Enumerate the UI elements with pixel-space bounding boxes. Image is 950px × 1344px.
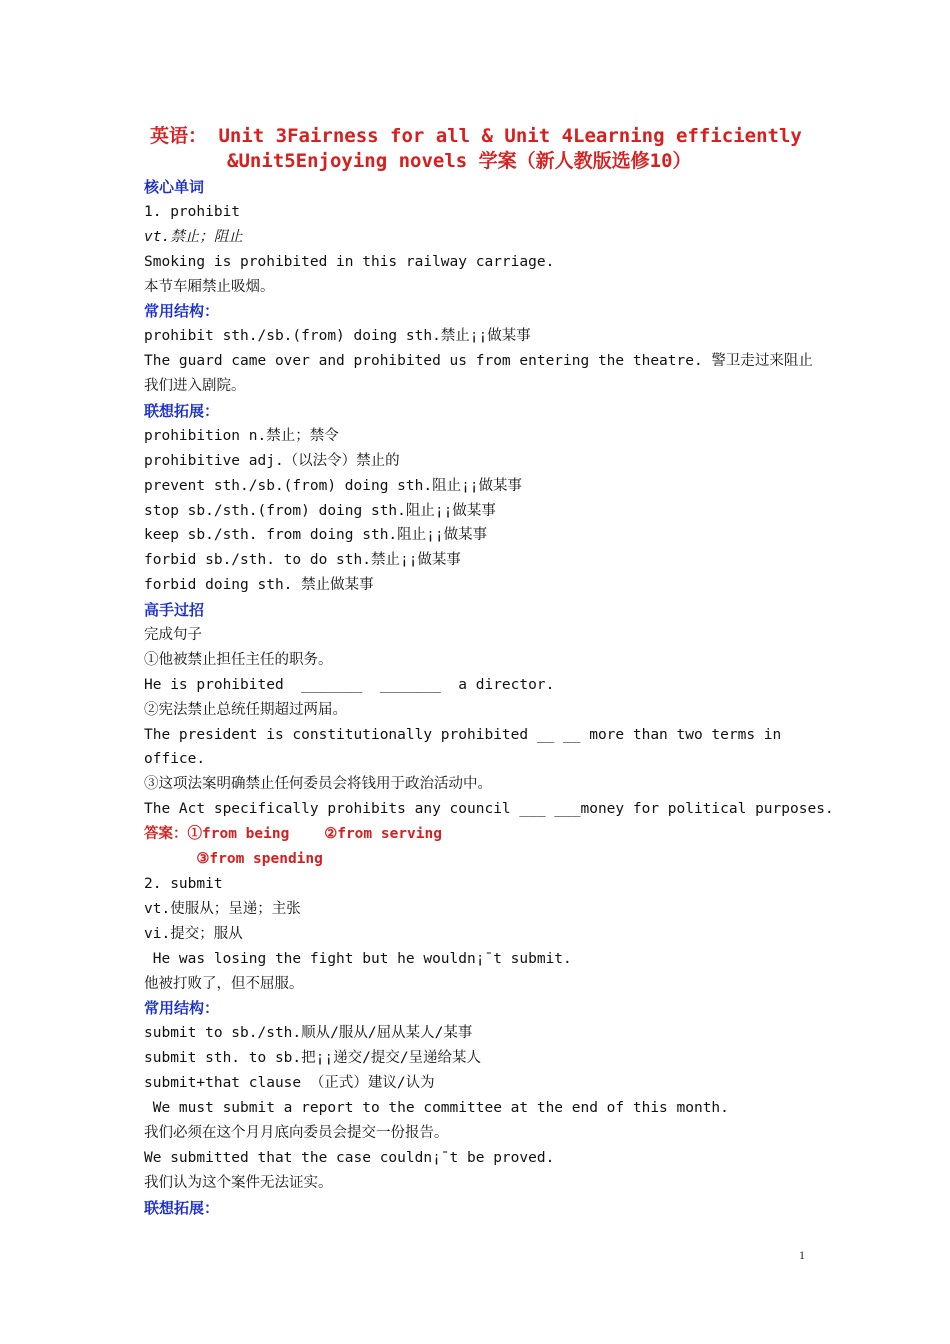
text-line: He is prohibited _______ _______ a director.	[144, 676, 555, 693]
page-title	[150, 124, 840, 174]
answer-line: ③from spending	[144, 851, 323, 868]
page-number: 1	[799, 1248, 805, 1262]
section-heading: 联想拓展：	[144, 1198, 220, 1217]
text-line: office.	[144, 751, 206, 768]
title-line-1: 英语： Unit 3Fairness for all & Unit 4Learning efficiently	[150, 125, 802, 147]
section-heading: 核心单词	[144, 178, 205, 196]
text-line: 2. submit	[144, 875, 223, 892]
section-heading: 联想拓展：	[144, 402, 220, 421]
text-line: forbid doing sth. 禁止做某事	[144, 577, 374, 594]
text-line: vi.提交；服从	[144, 925, 243, 942]
text-line: submit sth. to sb.把¡¡递交/提交/呈递给某人	[144, 1050, 482, 1067]
text-line: 我们认为这个案件无法证实。	[144, 1174, 333, 1191]
section-heading: 常用结构：	[144, 302, 220, 321]
text-line: keep sb./sth. from doing sth.阻止¡¡做某事	[144, 527, 488, 544]
section-heading: 高手过招	[144, 601, 205, 620]
answer-line: 答案：①from being ②from serving	[144, 826, 442, 843]
text-line: vt.使服从；呈递；主张	[144, 900, 301, 917]
text-line: The president is constitutionally prohibited __ __ more than two terms in	[144, 726, 782, 743]
text-line: The Act specifically prohibits any council ___ ___money for political purposes.	[144, 801, 834, 818]
text-line: prevent sth./sb.(from) doing sth.阻止¡¡做某事	[144, 477, 523, 494]
text-line: We must submit a report to the committee at the end of this month.	[144, 1099, 729, 1116]
text-line: forbid sb./sth. to do sth.禁止¡¡做某事	[144, 552, 461, 569]
text-line: ③这项法案明确禁止任何委员会将钱用于政治活动中。	[144, 776, 492, 793]
text-line: vt.禁止；阻止	[144, 228, 243, 245]
text-line: Smoking is prohibited in this railway carriage.	[144, 253, 555, 270]
text-line: 他被打败了，但不屈服。	[144, 975, 304, 992]
text-line: We submitted that the case couldn¡¯t be proved.	[144, 1149, 555, 1166]
text-line: submit+that clause （正式）建议/认为	[144, 1075, 435, 1092]
text-line: He was losing the fight but he wouldn¡¯t submit.	[144, 950, 572, 967]
text-line: prohibitive adj.（以法令）禁止的	[144, 452, 400, 469]
text-line: stop sb./sth.(from) doing sth.阻止¡¡做某事	[144, 502, 496, 519]
text-line: 完成句子	[144, 627, 202, 644]
text-line: submit to sb./sth.顺从/服从/屈从某人/某事	[144, 1025, 473, 1042]
document-body	[144, 175, 834, 1220]
text-line: The guard came over and prohibited us from entering the theatre. 警卫走过来阻止	[144, 353, 813, 370]
text-line: 我们进入剧院。	[144, 378, 246, 395]
text-line: 我们必须在这个月月底向委员会提交一份报告。	[144, 1124, 449, 1141]
text-line: prohibit sth./sb.(from) doing sth.禁止¡¡做某事	[144, 328, 531, 345]
text-line: 1. prohibit	[144, 203, 241, 220]
title-line-2: &Unit5Enjoying novels 学案（新人教版选修10）	[227, 150, 692, 172]
section-heading: 常用结构：	[144, 999, 220, 1018]
text-line: prohibition n.禁止；禁令	[144, 427, 339, 444]
text-line: ②宪法禁止总统任期超过两届。	[144, 701, 347, 718]
text-line: 本节车厢禁止吸烟。	[144, 278, 275, 295]
text-line: ①他被禁止担任主任的职务。	[144, 651, 333, 668]
